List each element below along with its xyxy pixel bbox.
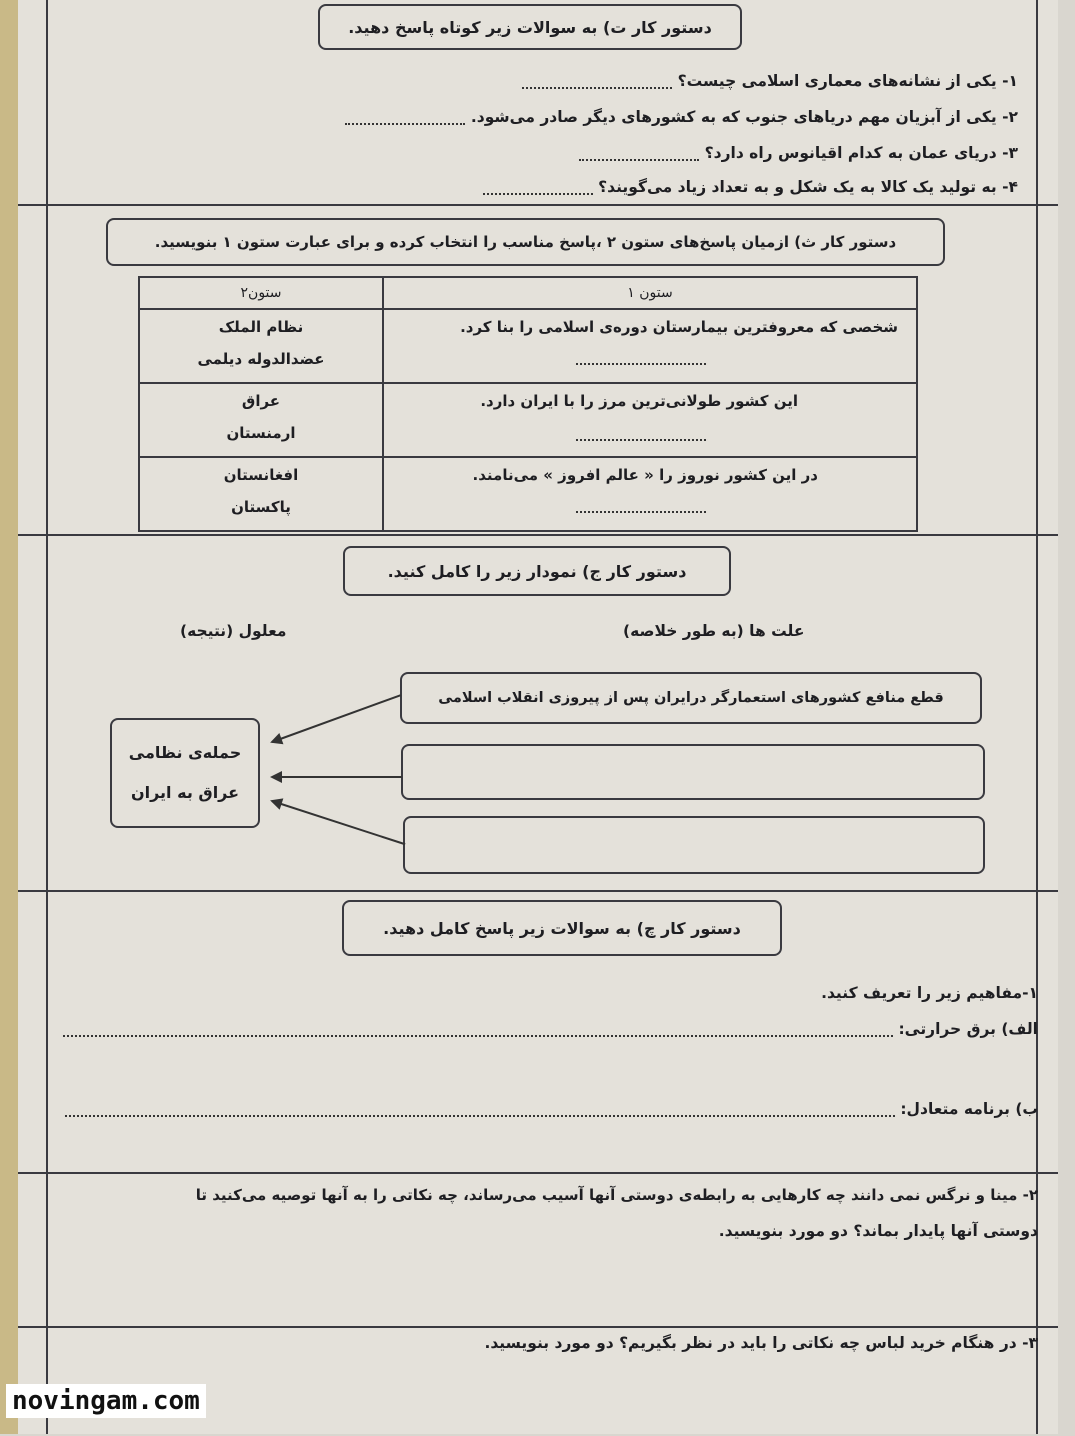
section-diagram (18, 534, 1058, 892)
row-statement (383, 309, 917, 383)
exam-sheet (18, 0, 1058, 1434)
answer-line (63, 1023, 893, 1037)
arrow-1 (272, 694, 401, 743)
question-2-line-1: ۲- مینا و نرگس نمی دانند چه کارهایی به رابطه‌ی دوستی آنها آسیب می‌رساند، چه نکاتی را به آنها توصیه می‌کنید تا (195, 1186, 1038, 1204)
question-4 (483, 178, 1018, 196)
effect-box (110, 718, 260, 828)
row-options (139, 457, 383, 531)
option-text: پاکستان (231, 498, 291, 516)
causes-label: علت ها (به طور خلاصه) (623, 622, 805, 640)
question-text: ۳- دریای عمان به کدام اقیانوس راه دارد؟ (704, 144, 1018, 162)
section-full-answer (18, 890, 1058, 1174)
question-2-line-2: دوستی آنها پایدار بماند؟ دو مورد بنویسید. (718, 1222, 1038, 1240)
left-edge-strip (0, 0, 20, 1434)
row-statement (383, 383, 917, 457)
statement-text: شخصی که معروفترین بیمارستان دوره‌ی اسلامی را بنا کرد. (460, 318, 898, 336)
question-2 (345, 108, 1018, 126)
row-options (139, 309, 383, 383)
matching-table (138, 276, 918, 532)
option-text: عضدالدوله دیلمی (197, 350, 325, 368)
question-1 (522, 72, 1018, 90)
answer-line (576, 351, 706, 365)
row-options (139, 383, 383, 457)
effect-label: معلول (نتیجه) (180, 622, 287, 640)
row-statement (383, 457, 917, 531)
site-watermark: novingam.com (6, 1384, 206, 1418)
question-text: ۱- یکی از نشانه‌های معماری اسلامی چیست؟ (677, 72, 1018, 90)
section-question-2 (18, 1172, 1058, 1328)
statement-text: این کشور طولانی‌ترین مرز را با ایران دارد. (480, 392, 798, 410)
answer-line (576, 499, 706, 513)
question-1-prompt: ۱-مفاهیم زیر را تعریف کنید. (821, 984, 1038, 1002)
option-text: ارمنستان (226, 424, 296, 442)
cause-box-2 (401, 744, 985, 800)
option-text: افغانستان (223, 466, 299, 484)
question-3 (579, 144, 1018, 162)
effect-text-line: عراق به ایران (130, 783, 240, 802)
question-1a (58, 1020, 1038, 1038)
answer-line (579, 147, 699, 161)
statement-text: در این کشور نوروز را « عالم افروز » می‌نامند. (472, 466, 818, 484)
arrow-2 (272, 776, 402, 778)
section1-header: دستور کار ت) به سوالات زیر کوتاه پاسخ دهید. (318, 4, 742, 50)
cause-box-3 (403, 816, 985, 874)
answer-line (345, 111, 465, 125)
question-text: ۴- به تولید یک کالا به یک شکل و به تعداد زیاد می‌گویند؟ (598, 178, 1018, 196)
cause-box-1: قطع منافع کشورهای استعمارگر درایران پس از پیروزی انقلاب اسلامی (400, 672, 982, 724)
question-text: الف) برق حرارتی: (898, 1020, 1038, 1038)
column-2-header: ستون۲ (139, 277, 383, 309)
table-row (139, 309, 917, 383)
answer-line (65, 1103, 895, 1117)
column-1-header: ستون ۱ (383, 277, 917, 309)
question-text: ۲- یکی از آبزیان مهم دریاهای جنوب که به کشورهای دیگر صادر می‌شود. (470, 108, 1018, 126)
option-text: نظام الملک (218, 318, 304, 336)
arrow-3 (272, 800, 406, 845)
effect-text-line: حمله‌ی نظامی (128, 743, 242, 762)
question-1b (58, 1100, 1038, 1118)
question-text: ب) برنامه متعادل: (900, 1100, 1038, 1118)
section2-header: دستور کار ث) ازمیان پاسخ‌های ستون ۲ ،پاسخ مناسب را انتخاب کرده و برای عبارت ستون ۱ بنویسید. (106, 218, 945, 266)
table-row (139, 457, 917, 531)
question-3: ۳- در هنگام خرید لباس چه نکاتی را باید در نظر بگیریم؟ دو مورد بنویسید. (484, 1334, 1038, 1352)
option-text: عراق (241, 392, 281, 410)
section-question-3 (18, 1326, 1058, 1436)
answer-line (522, 75, 672, 89)
answer-line (576, 427, 706, 441)
section3-header: دستور کار ج) نمودار زیر را کامل کنید. (343, 546, 731, 596)
table-header-row (139, 277, 917, 309)
section4-header: دستور کار چ) به سوالات زیر پاسخ کامل دهید. (342, 900, 782, 956)
answer-line (483, 181, 593, 195)
table-row (139, 383, 917, 457)
